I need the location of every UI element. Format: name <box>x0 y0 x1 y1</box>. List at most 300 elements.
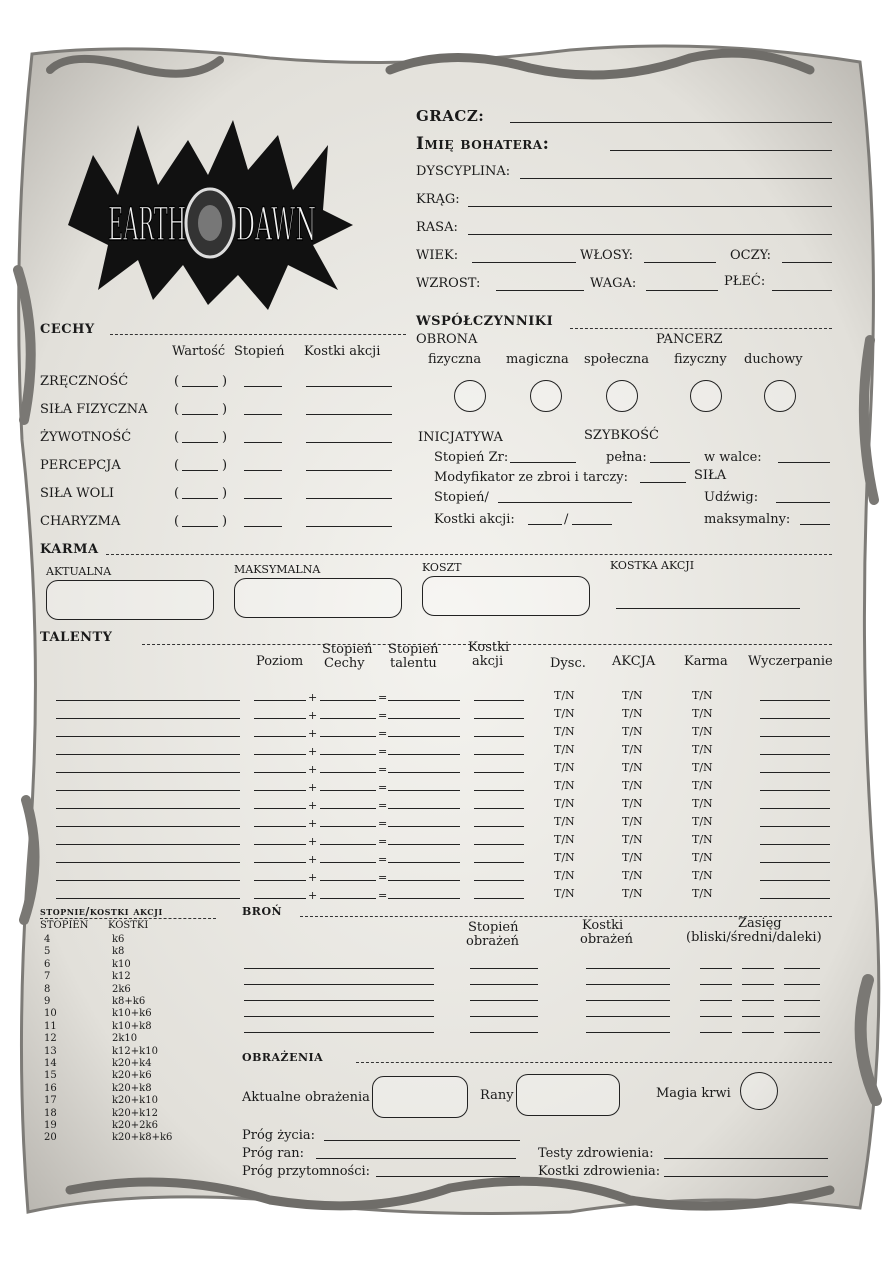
attribute-value-field[interactable] <box>182 442 218 443</box>
talent-level-field[interactable] <box>254 862 306 863</box>
action-yn[interactable]: T/N <box>622 707 643 720</box>
combat-move-field[interactable] <box>778 462 830 463</box>
range-long-field[interactable] <box>784 1032 820 1033</box>
disc-yn[interactable]: T/N <box>554 761 575 774</box>
blood-magic-circle[interactable] <box>740 1072 778 1110</box>
talent-name-field[interactable] <box>56 718 240 719</box>
player-field[interactable] <box>510 122 832 123</box>
dice-value: k20+k8+k6 <box>112 1132 173 1144</box>
talent-level-field[interactable] <box>254 808 306 809</box>
plus-sign: + <box>308 835 318 848</box>
action-dice-field-a[interactable] <box>528 524 562 525</box>
range-medium-field[interactable] <box>742 1032 774 1033</box>
death-threshold-field[interactable] <box>324 1140 520 1141</box>
talent-name-field[interactable] <box>56 880 240 881</box>
karma-max-box[interactable] <box>234 578 402 618</box>
talent-name-field[interactable] <box>56 808 240 809</box>
plus-sign: + <box>308 871 318 884</box>
talent-step-field[interactable] <box>388 844 460 845</box>
hero-name-field[interactable] <box>610 150 832 151</box>
weapon-name-field[interactable] <box>244 1016 434 1017</box>
defense-social-label: społeczna <box>584 352 649 367</box>
blood-magic-label: Magia krwi <box>656 1086 731 1101</box>
wounds-label: Rany <box>480 1088 514 1103</box>
action-yn[interactable]: T/N <box>622 725 643 738</box>
talent-step-field[interactable] <box>388 862 460 863</box>
plus-sign: + <box>308 781 318 794</box>
range-short-field[interactable] <box>700 984 732 985</box>
weapon-name-field[interactable] <box>244 1032 434 1033</box>
talent-dice-field[interactable] <box>474 898 524 899</box>
recovery-dice-field[interactable] <box>664 1176 828 1177</box>
talent-name-field[interactable] <box>56 754 240 755</box>
attribute-value-field[interactable] <box>182 498 218 499</box>
karma-yn[interactable]: T/N <box>692 743 713 756</box>
weapon-name-field[interactable] <box>244 984 434 985</box>
attribute-step-field[interactable] <box>244 498 282 499</box>
attribute-dice-field[interactable] <box>306 442 392 443</box>
weight-field[interactable] <box>646 290 718 291</box>
action-yn[interactable]: T/N <box>622 761 643 774</box>
talent-step-field[interactable] <box>388 808 460 809</box>
step-table-col-step: STOPIEŃ <box>40 920 89 931</box>
step-value: 11 <box>44 1020 57 1032</box>
disc-yn[interactable]: T/N <box>554 743 575 756</box>
current-damage-box[interactable] <box>372 1076 468 1118</box>
defense-physical-label: fizyczna <box>428 352 482 367</box>
karma-divider <box>106 554 832 555</box>
attribute-step-field[interactable] <box>244 386 282 387</box>
discipline-field[interactable] <box>520 178 832 179</box>
action-yn[interactable]: T/N <box>622 851 643 864</box>
talent-attr-step-field[interactable] <box>320 880 376 881</box>
weapon-dice-field[interactable] <box>586 1000 670 1001</box>
age-field[interactable] <box>472 262 576 263</box>
talent-strain-field[interactable] <box>760 718 830 719</box>
dice-value: k20+2k6 <box>112 1120 158 1131</box>
disc-yn[interactable]: T/N <box>554 887 575 900</box>
range-medium-field[interactable] <box>742 1016 774 1017</box>
dice-value: k10 <box>112 958 131 970</box>
weapon-dice-field[interactable] <box>586 1016 670 1017</box>
hair-field[interactable] <box>644 262 716 263</box>
weapon-col-step-2: obrażeń <box>466 934 520 949</box>
height-field[interactable] <box>496 290 584 291</box>
social-defense-circle[interactable] <box>606 380 638 412</box>
talent-attr-step-field[interactable] <box>320 898 376 899</box>
action-yn[interactable]: T/N <box>622 887 643 900</box>
karma-cost-box[interactable] <box>422 576 590 616</box>
talent-step-field[interactable] <box>388 754 460 755</box>
max-carry-label: maksymalny: <box>704 512 791 527</box>
step-label: Stopień/ <box>434 490 489 505</box>
talent-level-field[interactable] <box>254 754 306 755</box>
dex-step-label: Stopień Zr: <box>434 450 509 465</box>
attribute-name: SIŁA WOLI <box>40 486 115 501</box>
talent-dice-field[interactable] <box>474 808 524 809</box>
attribute-name: PERCEPCJA <box>40 458 121 473</box>
magical-defense-circle[interactable] <box>530 380 562 412</box>
plus-sign: + <box>308 799 318 812</box>
attributes-divider <box>110 334 406 335</box>
talent-strain-field[interactable] <box>760 808 830 809</box>
plus-sign: + <box>308 727 318 740</box>
talent-col-dice-2: akcji <box>472 654 504 669</box>
attribute-value-field[interactable] <box>182 414 218 415</box>
weapon-step-field[interactable] <box>470 984 538 985</box>
dice-value: k10+k6 <box>112 1008 152 1020</box>
talent-name-field[interactable] <box>56 898 240 899</box>
talent-step-field[interactable] <box>388 826 460 827</box>
dice-value: k12+k10 <box>112 1045 158 1057</box>
karma-yn[interactable]: T/N <box>692 851 713 864</box>
death-threshold-label: Próg życia: <box>242 1128 316 1143</box>
action-dice-slash: / <box>564 512 569 527</box>
range-long-field[interactable] <box>784 968 820 969</box>
dice-value: 2k10 <box>112 1033 138 1045</box>
disc-yn[interactable]: T/N <box>554 815 575 828</box>
step-value: 10 <box>44 1008 57 1020</box>
weapon-step-field[interactable] <box>470 1016 538 1017</box>
step-value: 15 <box>44 1070 57 1082</box>
talent-attr-step-field[interactable] <box>320 826 376 827</box>
range-long-field[interactable] <box>784 1016 820 1017</box>
weapon-name-field[interactable] <box>244 968 434 969</box>
range-short-field[interactable] <box>700 1000 732 1001</box>
talent-strain-field[interactable] <box>760 898 830 899</box>
karma-yn[interactable]: T/N <box>692 707 713 720</box>
talent-attr-step-field[interactable] <box>320 772 376 773</box>
carry-label: Udźwig: <box>704 490 759 505</box>
talent-dice-field[interactable] <box>474 700 524 701</box>
dice-value: k8 <box>112 946 125 958</box>
action-dice-field-b[interactable] <box>572 524 612 525</box>
attribute-dice-field[interactable] <box>306 498 392 499</box>
karma-die-field[interactable] <box>616 608 800 609</box>
weapon-dice-field[interactable] <box>586 984 670 985</box>
paren-open: ( <box>174 486 180 501</box>
talent-name-field[interactable] <box>56 826 240 827</box>
talent-col-dice-1: Kostki <box>468 640 510 655</box>
current-damage-label: Aktualne obrażenia <box>242 1090 370 1105</box>
paren-close: ) <box>222 402 228 417</box>
equals-sign: = <box>378 709 388 722</box>
talent-step-field[interactable] <box>388 790 460 791</box>
factors-divider <box>570 328 832 329</box>
talent-name-field[interactable] <box>56 700 240 701</box>
action-dice-label: Kostki akcji: <box>434 512 515 527</box>
dice-value: k10+k8 <box>112 1020 152 1032</box>
talent-strain-field[interactable] <box>760 790 830 791</box>
talent-attr-step-field[interactable] <box>320 844 376 845</box>
full-move-label: pełna: <box>606 450 647 465</box>
karma-yn[interactable]: T/N <box>692 887 713 900</box>
talent-attr-step-field[interactable] <box>320 862 376 863</box>
talent-level-field[interactable] <box>254 700 306 701</box>
paren-close: ) <box>222 486 228 501</box>
talent-step-field[interactable] <box>388 772 460 773</box>
attribute-value-field[interactable] <box>182 526 218 527</box>
weapon-name-field[interactable] <box>244 1000 434 1001</box>
armor-label: PANCERZ <box>656 332 723 347</box>
plus-sign: + <box>308 817 318 830</box>
talent-dice-field[interactable] <box>474 880 524 881</box>
attribute-dice-field[interactable] <box>306 470 392 471</box>
attribute-dice-field[interactable] <box>306 526 392 527</box>
talent-strain-field[interactable] <box>760 772 830 773</box>
talent-strain-field[interactable] <box>760 700 830 701</box>
attribute-step-field[interactable] <box>244 470 282 471</box>
weapon-step-field[interactable] <box>470 968 538 969</box>
karma-yn[interactable]: T/N <box>692 779 713 792</box>
action-yn[interactable]: T/N <box>622 797 643 810</box>
disc-yn[interactable]: T/N <box>554 851 575 864</box>
carry-field[interactable] <box>776 502 830 503</box>
race-label: RASA: <box>416 220 458 235</box>
range-short-field[interactable] <box>700 968 732 969</box>
talent-level-field[interactable] <box>254 880 306 881</box>
paren-open: ( <box>174 374 180 389</box>
karma-yn[interactable]: T/N <box>692 761 713 774</box>
equals-sign: = <box>378 727 388 740</box>
talent-attr-step-field[interactable] <box>320 700 376 701</box>
karma-yn[interactable]: T/N <box>692 725 713 738</box>
weapon-col-range-1: Zasięg <box>738 916 782 931</box>
talent-dice-field[interactable] <box>474 772 524 773</box>
range-long-field[interactable] <box>784 984 820 985</box>
step-field[interactable] <box>498 502 632 503</box>
action-yn[interactable]: T/N <box>622 779 643 792</box>
step-value: 19 <box>44 1120 57 1131</box>
full-move-field[interactable] <box>650 462 690 463</box>
equals-sign: = <box>378 763 388 776</box>
armor-mod-field[interactable] <box>640 482 686 483</box>
plus-sign: + <box>308 889 318 902</box>
weapon-step-field[interactable] <box>470 1000 538 1001</box>
attribute-step-field[interactable] <box>244 526 282 527</box>
svg-text:EARTH: EARTH <box>108 197 186 251</box>
dice-value: k20+k10 <box>112 1095 158 1107</box>
talent-attr-step-field[interactable] <box>320 736 376 737</box>
armor-mystic-label: duchowy <box>744 352 803 367</box>
paren-open: ( <box>174 430 180 445</box>
disc-yn[interactable]: T/N <box>554 869 575 882</box>
step-value: 4 <box>44 934 51 945</box>
equals-sign: = <box>378 835 388 848</box>
range-short-field[interactable] <box>700 1032 732 1033</box>
equals-sign: = <box>378 853 388 866</box>
karma-current-label: AKTUALNA <box>46 565 112 578</box>
armor-mod-label: Modyfikator ze zbroi i tarczy: <box>434 470 629 485</box>
wounds-box[interactable] <box>516 1074 620 1116</box>
talent-col-disc: Dysc. <box>550 656 586 671</box>
talent-step-field[interactable] <box>388 898 460 899</box>
range-medium-field[interactable] <box>742 984 774 985</box>
talent-col-talent-step-1: Stopień <box>388 642 439 657</box>
attribute-name: CHARYZMA <box>40 514 121 529</box>
dice-value: k6 <box>112 934 125 945</box>
talent-name-field[interactable] <box>56 790 240 791</box>
plus-sign: + <box>308 709 318 722</box>
race-field[interactable] <box>468 234 832 235</box>
attribute-name: SIŁA FIZYCZNA <box>40 402 148 417</box>
disc-yn[interactable]: T/N <box>554 725 575 738</box>
disc-yn[interactable]: T/N <box>554 779 575 792</box>
weapon-step-field[interactable] <box>470 1032 538 1033</box>
karma-yn[interactable]: T/N <box>692 833 713 846</box>
paren-close: ) <box>222 514 228 529</box>
karma-yn[interactable]: T/N <box>692 689 713 702</box>
range-medium-field[interactable] <box>742 1000 774 1001</box>
dex-step-field[interactable] <box>510 462 576 463</box>
talent-level-field[interactable] <box>254 718 306 719</box>
karma-current-box[interactable] <box>46 580 214 620</box>
talent-level-field[interactable] <box>254 736 306 737</box>
talent-col-level: Poziom <box>256 654 304 669</box>
plus-sign: + <box>308 763 318 776</box>
talent-strain-field[interactable] <box>760 880 830 881</box>
attributes-col-value: Wartość <box>172 344 226 359</box>
paren-close: ) <box>222 458 228 473</box>
attribute-value-field[interactable] <box>182 386 218 387</box>
karma-yn[interactable]: T/N <box>692 797 713 810</box>
weapon-col-range-2: (bliski/średni/daleki) <box>686 930 822 945</box>
attribute-value-field[interactable] <box>182 470 218 471</box>
recovery-tests-field[interactable] <box>664 1158 828 1159</box>
talent-attr-step-field[interactable] <box>320 808 376 809</box>
dice-value: 2k6 <box>112 983 131 995</box>
talent-step-field[interactable] <box>388 718 460 719</box>
talent-strain-field[interactable] <box>760 826 830 827</box>
karma-title: karma <box>40 537 99 558</box>
dice-value: k20+k12 <box>112 1107 158 1119</box>
initiative-label: INICJATYWA <box>418 430 503 445</box>
recovery-tests-label: Testy zdrowienia: <box>538 1146 654 1161</box>
karma-yn[interactable]: T/N <box>692 869 713 882</box>
talent-dice-field[interactable] <box>474 736 524 737</box>
eyes-field[interactable] <box>782 262 832 263</box>
recovery-dice-label: Kostki zdrowienia: <box>538 1164 661 1179</box>
disc-yn[interactable]: T/N <box>554 707 575 720</box>
height-label: WZROST: <box>416 276 481 291</box>
physical-defense-circle[interactable] <box>454 380 486 412</box>
step-value: 20 <box>44 1132 57 1144</box>
strength-label: SIŁA <box>694 468 727 483</box>
talent-dice-field[interactable] <box>474 754 524 755</box>
talent-name-field[interactable] <box>56 772 240 773</box>
talent-attr-step-field[interactable] <box>320 790 376 791</box>
talent-strain-field[interactable] <box>760 754 830 755</box>
talent-level-field[interactable] <box>254 772 306 773</box>
dice-value: k20+k8 <box>112 1082 152 1094</box>
disc-yn[interactable]: T/N <box>554 689 575 702</box>
talent-strain-field[interactable] <box>760 862 830 863</box>
attributes-col-step: Stopień <box>234 344 285 359</box>
range-long-field[interactable] <box>784 1000 820 1001</box>
max-carry-field[interactable] <box>800 524 830 525</box>
equals-sign: = <box>378 817 388 830</box>
circle-field[interactable] <box>468 206 832 207</box>
wound-threshold-label: Próg ran: <box>242 1146 304 1161</box>
damage-title: obrażenia <box>242 1046 324 1065</box>
damage-divider <box>356 1062 832 1063</box>
range-medium-field[interactable] <box>742 968 774 969</box>
action-yn[interactable]: T/N <box>622 869 643 882</box>
attribute-step-field[interactable] <box>244 442 282 443</box>
disc-yn[interactable]: T/N <box>554 797 575 810</box>
talent-level-field[interactable] <box>254 898 306 899</box>
action-yn[interactable]: T/N <box>622 689 643 702</box>
disc-yn[interactable]: T/N <box>554 833 575 846</box>
mystic-armor-circle[interactable] <box>764 380 796 412</box>
talent-name-field[interactable] <box>56 844 240 845</box>
talent-dice-field[interactable] <box>474 844 524 845</box>
talent-attr-step-field[interactable] <box>320 754 376 755</box>
action-yn[interactable]: T/N <box>622 743 643 756</box>
sex-label: PŁEĆ: <box>724 274 766 289</box>
step-value: 9 <box>44 996 51 1007</box>
dice-value: k8+k6 <box>112 996 146 1007</box>
talent-level-field[interactable] <box>254 826 306 827</box>
plus-sign: + <box>308 745 318 758</box>
defense-label: OBRONA <box>416 332 478 347</box>
talent-dice-field[interactable] <box>474 862 524 863</box>
range-short-field[interactable] <box>700 1016 732 1017</box>
talent-name-field[interactable] <box>56 862 240 863</box>
talent-level-field[interactable] <box>254 790 306 791</box>
talent-attr-step-field[interactable] <box>320 718 376 719</box>
talent-dice-field[interactable] <box>474 790 524 791</box>
physical-armor-circle[interactable] <box>690 380 722 412</box>
talent-dice-field[interactable] <box>474 826 524 827</box>
talent-step-field[interactable] <box>388 736 460 737</box>
unconscious-threshold-field[interactable] <box>376 1176 520 1177</box>
talent-dice-field[interactable] <box>474 718 524 719</box>
combat-move-label: w walce: <box>704 450 762 465</box>
attribute-dice-field[interactable] <box>306 414 392 415</box>
discipline-label: DYSCYPLINA: <box>416 164 511 179</box>
talent-name-field[interactable] <box>56 736 240 737</box>
talent-strain-field[interactable] <box>760 844 830 845</box>
unconscious-threshold-label: Próg przytomności: <box>242 1164 371 1179</box>
weapon-dice-field[interactable] <box>586 968 670 969</box>
action-yn[interactable]: T/N <box>622 815 643 828</box>
step-value: 7 <box>44 971 51 983</box>
attribute-dice-field[interactable] <box>306 386 392 387</box>
talent-step-field[interactable] <box>388 700 460 701</box>
hair-label: WŁOSY: <box>580 248 633 263</box>
paren-open: ( <box>174 514 180 529</box>
talent-step-field[interactable] <box>388 880 460 881</box>
talent-level-field[interactable] <box>254 844 306 845</box>
sex-field[interactable] <box>772 290 832 291</box>
talent-col-action: AKCJA <box>612 654 656 669</box>
weapon-dice-field[interactable] <box>586 1032 670 1033</box>
age-label: WIEK: <box>416 248 459 263</box>
step-value: 12 <box>44 1033 57 1045</box>
talents-title: talenty <box>40 625 113 646</box>
talent-col-strain: Wyczerpanie <box>748 654 833 669</box>
factors-title: współczynniki <box>416 309 554 330</box>
action-yn[interactable]: T/N <box>622 833 643 846</box>
step-value: 6 <box>44 958 51 970</box>
wound-threshold-field[interactable] <box>316 1158 516 1159</box>
karma-yn[interactable]: T/N <box>692 815 713 828</box>
talent-strain-field[interactable] <box>760 736 830 737</box>
attribute-step-field[interactable] <box>244 414 282 415</box>
step-table-col-dice: KOSTKI <box>108 920 149 931</box>
speed-label: SZYBKOŚĆ <box>584 428 659 443</box>
